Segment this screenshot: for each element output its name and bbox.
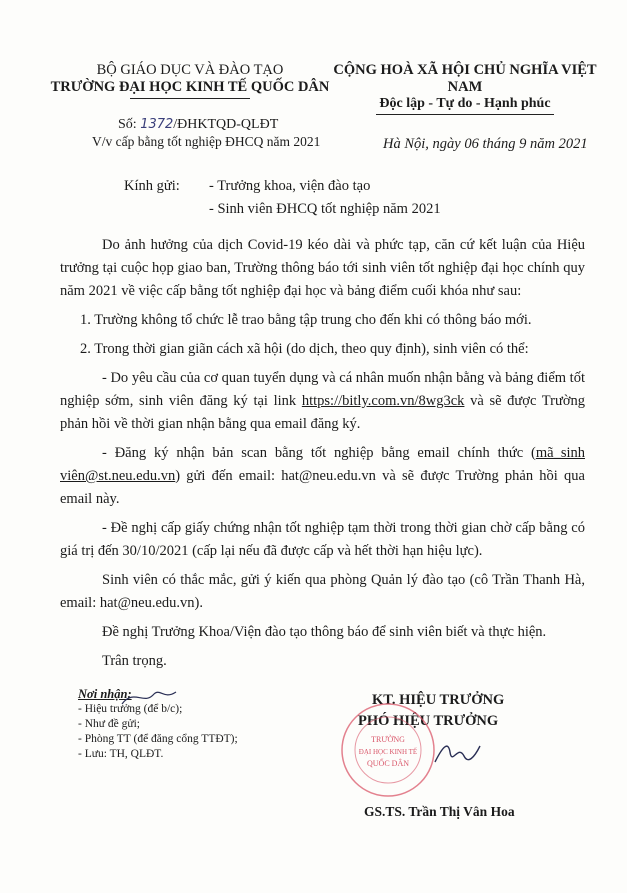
- bullet-1-text: - Do yêu cầu của cơ quan tuyển dụng và cá nhân muốn nhận bằng và bảng điểm tốt nghiệp sớm, sinh viên đăng ký tại link: [60, 370, 585, 409]
- bullet-3: - Đề nghị cấp giấy chứng nhận tốt nghiệp tạm thời trong thời gian chờ cấp bằng có giá trị đến 30/10/2021 (cấp lại nếu đã được cấp và hết thời hạn hiệu lực).: [60, 520, 585, 559]
- closing: Trân trọng.: [102, 653, 167, 669]
- national-header: [322, 62, 608, 115]
- bullet-2-tail: ) gửi đến email: hat@neu.edu.vn và sẽ được Trường phản hồi qua email này.: [60, 468, 585, 507]
- registration-link[interactable]: https://bitly.com.vn/8wg3ck: [301, 393, 465, 409]
- signer-role-2: PHÓ HIỆU TRƯỞNG: [358, 713, 499, 729]
- bullet-1: [60, 367, 585, 436]
- receivers-title: Nơi nhận:: [78, 687, 132, 701]
- bullet-2-text: - Đăng ký nhận bản scan bằng tốt nghiệp bằng email chính thức (: [102, 445, 536, 461]
- national-motto: Độc lập - Tự do - Hạnh phúc: [379, 96, 551, 111]
- signer-role-1: KT. HIỆU TRƯỞNG: [372, 692, 505, 708]
- issuer-underline: [130, 98, 250, 99]
- document-subject: V/v cấp bằng tốt nghiệp ĐHCQ năm 2021: [92, 134, 321, 149]
- official-stamp: [330, 700, 490, 800]
- bullet-1-tail: và sẽ được Trường phản hồi về thời gian nhận bằng qua email đăng ký.: [60, 393, 585, 432]
- stamp-text-2: ĐẠI HỌC KINH TẾ: [358, 748, 418, 756]
- recipient-item: - Sinh viên ĐHCQ tốt nghiệp năm 2021: [209, 201, 441, 217]
- issuer-block: [40, 62, 340, 99]
- contact-paragraph: Sinh viên có thắc mắc, gửi ý kiến qua phòng Quản lý đào tạo (cô Trần Thanh Hà, email: hat@neu.edu.vn).: [60, 572, 585, 611]
- university-name: TRƯỜNG ĐẠI HỌC KINH TẾ QUỐC DÂN: [50, 79, 330, 95]
- receiver-item: - Hiệu trưởng (để b/c);: [78, 703, 183, 715]
- ministry-name: BỘ GIÁO DỤC VÀ ĐÀO TẠO: [96, 62, 284, 78]
- number-suffix: /ĐHKTQD-QLĐT: [173, 117, 279, 132]
- document-body: [60, 234, 585, 679]
- receiver-item: - Lưu: TH, QLĐT.: [78, 748, 164, 760]
- handwritten-number: 1372: [140, 117, 174, 132]
- country-name: CỘNG HOÀ XÃ HỘI CHỦ NGHĨA VIỆT NAM: [333, 62, 597, 95]
- signature-scribble: [435, 746, 480, 762]
- motto-underline: [376, 114, 554, 115]
- document-number: [118, 117, 278, 133]
- number-prefix: Số:: [118, 117, 137, 132]
- receiver-item: - Như đề gửi;: [78, 718, 140, 730]
- receiver-initial-scribble: [120, 684, 180, 712]
- bullet-2: [60, 442, 585, 511]
- item-1: 1. Trường không tổ chức lễ trao bằng tập trung cho đến khi có thông báo mới.: [80, 312, 532, 328]
- receiver-item: - Phòng TT (để đăng cổng TTĐT);: [78, 733, 238, 745]
- intro-paragraph: Do ảnh hưởng của dịch Covid-19 kéo dài và phức tạp, căn cứ kết luận của Hiệu trưởng tại cuộc họp giao ban, Trường thông báo tới sinh viên tốt nghiệp đại học chính quy năm 2021 về việc cấp bằng tốt nghiệp đại học và bảng điểm cuối khóa như sau:: [60, 237, 585, 299]
- recipients-label: Kính gửi:: [124, 178, 180, 194]
- student-email-link[interactable]: mã_sinh viên@st.neu.edu.vn: [60, 445, 585, 484]
- item-2: 2. Trong thời gian giãn cách xã hội (do dịch, theo quy định), sinh viên có thể:: [80, 341, 529, 357]
- document-date: Hà Nội, ngày 06 tháng 9 năm 2021: [383, 136, 588, 152]
- request-paragraph: Đề nghị Trưởng Khoa/Viện đào tạo thông báo để sinh viên biết và thực hiện.: [102, 624, 547, 640]
- signer-name: GS.TS. Trần Thị Vân Hoa: [364, 804, 515, 819]
- stamp-text-1: TRƯỜNG: [371, 735, 405, 744]
- recipient-item: - Trưởng khoa, viện đào tạo: [209, 178, 371, 194]
- stamp-text-3: QUỐC DÂN: [367, 759, 409, 768]
